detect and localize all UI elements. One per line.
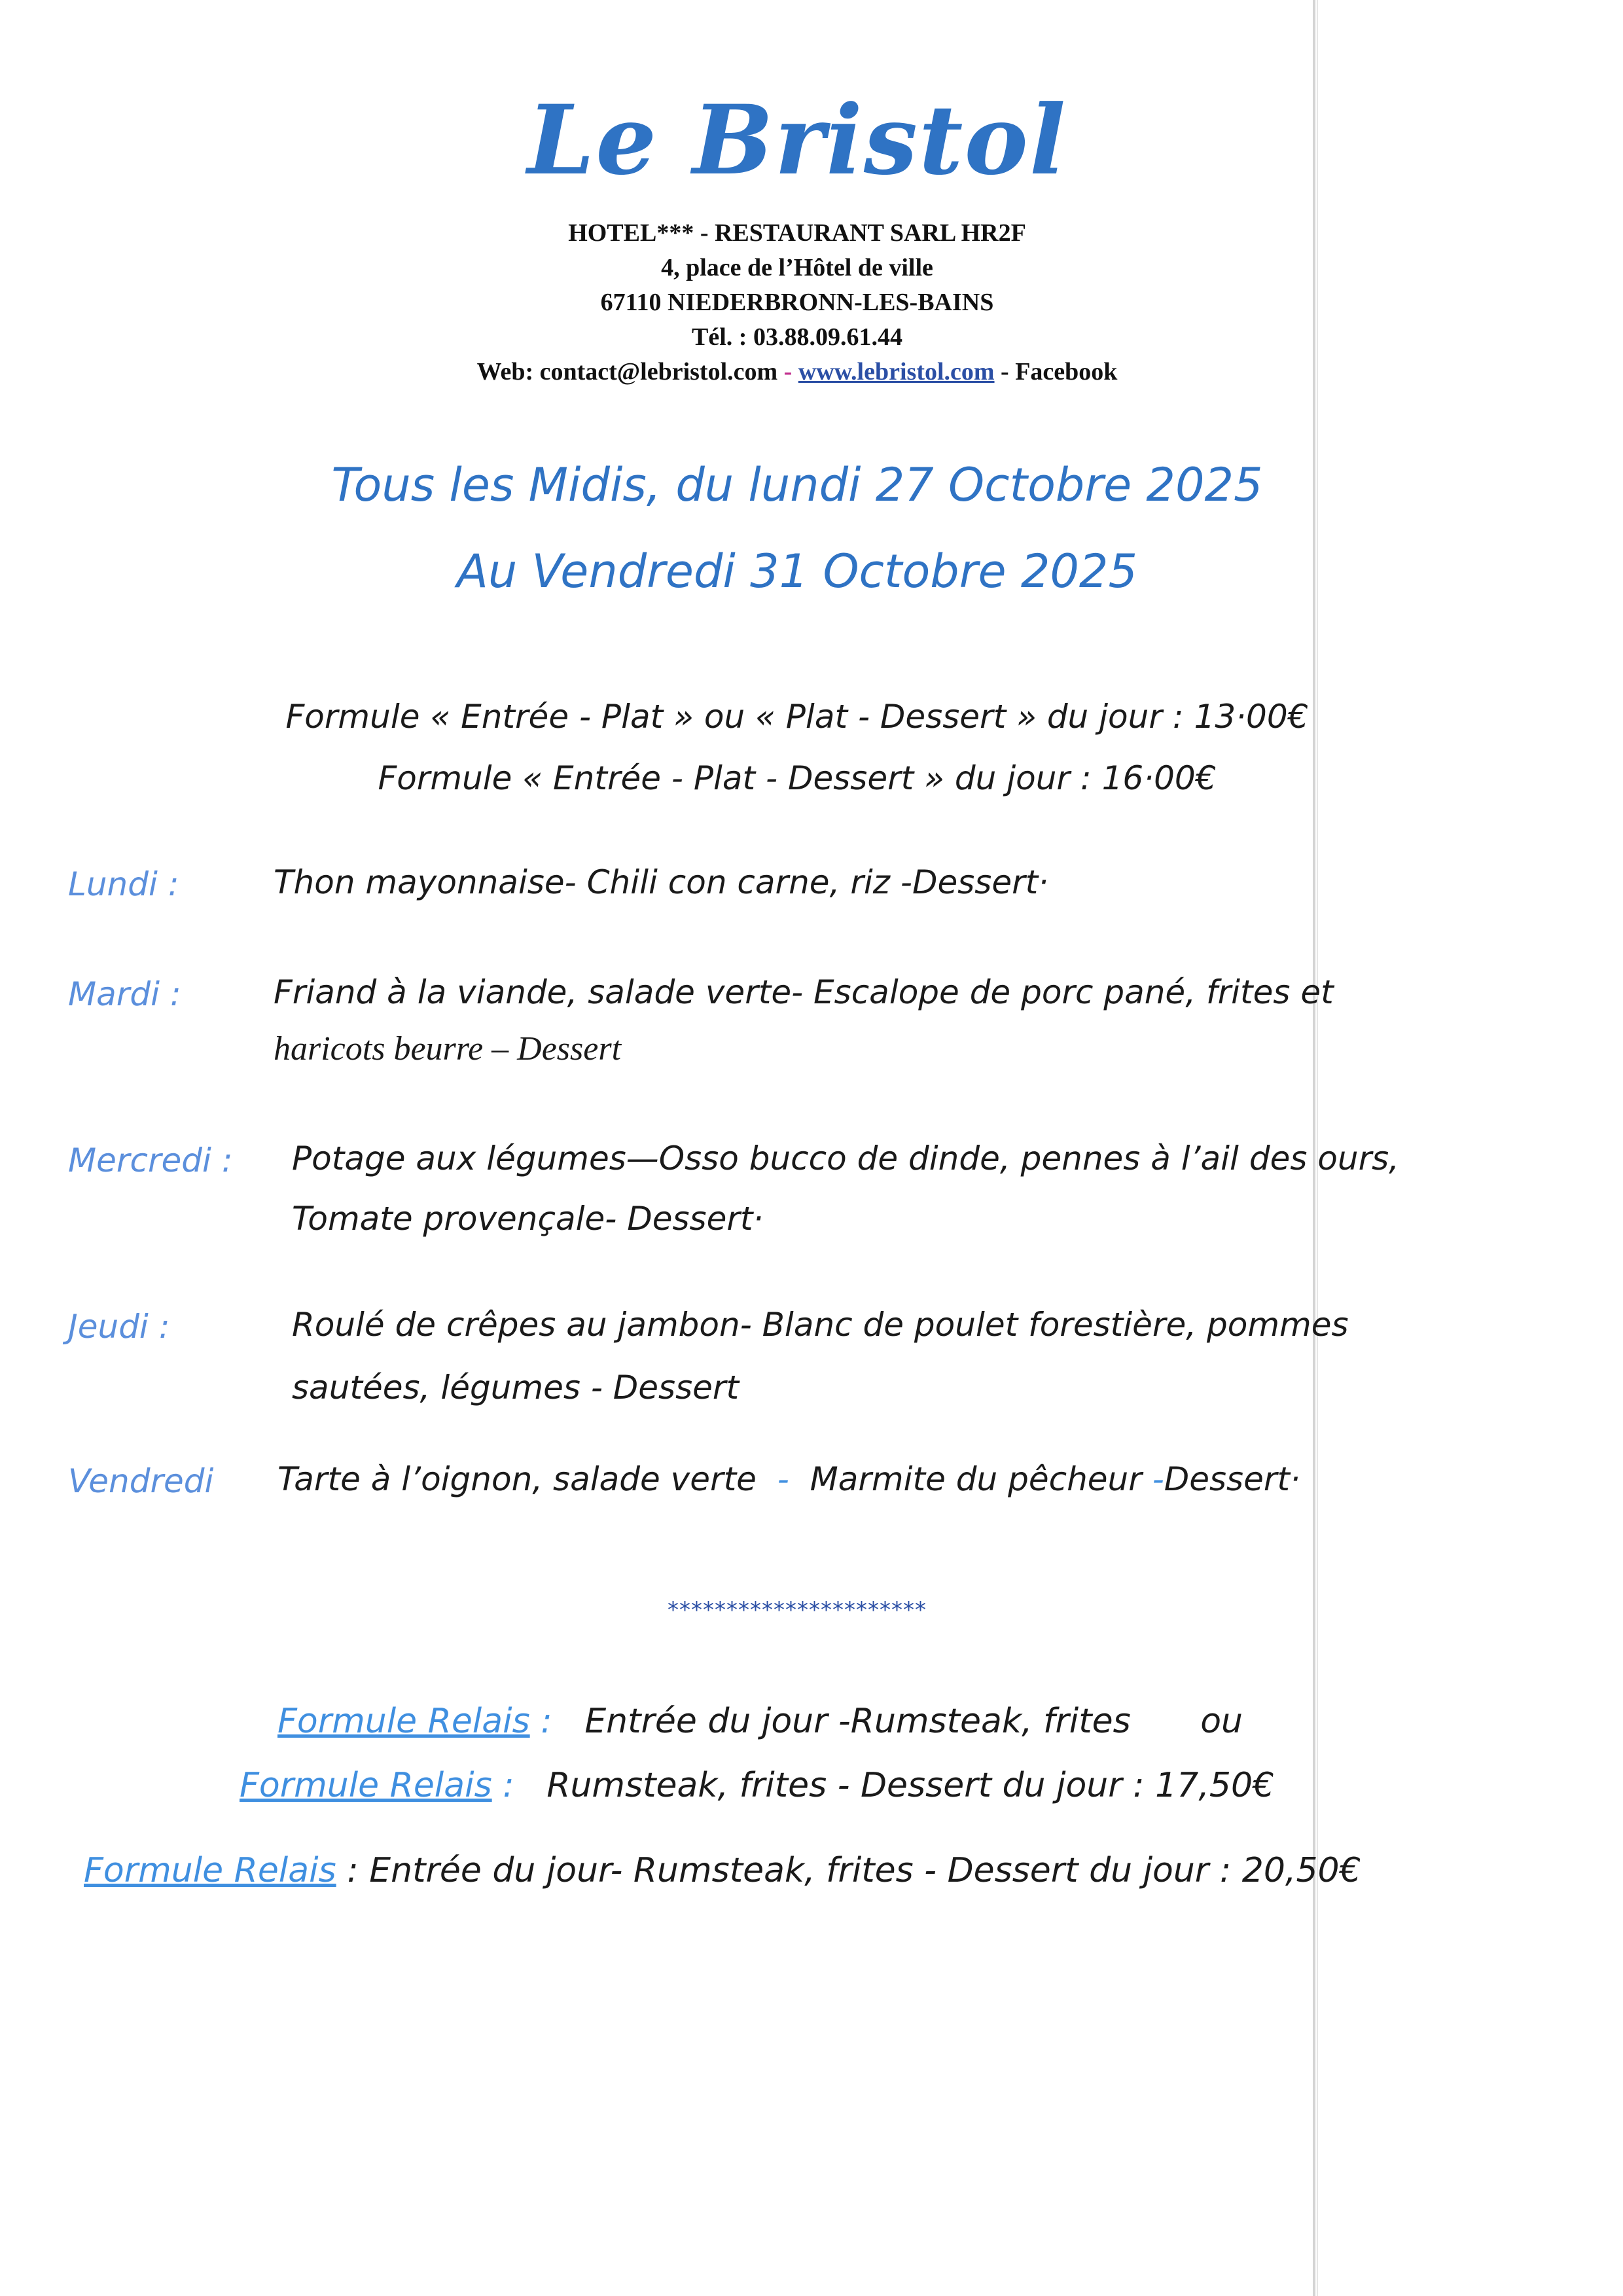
street-address: 4, place de l’Hôtel de ville (661, 254, 933, 281)
day-friday: Vendredi (68, 1462, 214, 1500)
menu-wednesday-line-2: Tomate provençale- Dessert· (292, 1200, 764, 1238)
facebook-label: - Facebook (1001, 358, 1118, 386)
menu-thursday-line-2: sautées, légumes - Dessert (292, 1369, 740, 1407)
relais-label-2: Formule Relais (240, 1766, 492, 1805)
company-line: HOTEL*** - RESTAURANT SARL HR2F (568, 219, 1026, 247)
menu-friday-sep-2: - (1152, 1460, 1164, 1498)
menu-tuesday-line-1: Friand à la viande, salade verte- Escalope de porc pané, frites et (274, 973, 1334, 1011)
formule-price-2: Formule « Entrée - Plat - Dessert » du jour : 16·00€ (378, 759, 1217, 797)
relais-label-3: Formule Relais (84, 1851, 336, 1890)
relais-line-2 (240, 1766, 1274, 1805)
relais-line-3 (84, 1851, 1361, 1890)
menu-friday-dessert: Dessert· (1164, 1460, 1300, 1498)
menu-friday-main: Marmite du pêcheur (810, 1460, 1142, 1498)
relais-or: ou (1200, 1702, 1243, 1741)
section-separator: ********************** (668, 1597, 927, 1623)
restaurant-logo: Le Bristol (527, 84, 1067, 196)
period-line-2: Au Vendredi 31 Octobre 2025 (457, 545, 1137, 598)
menu-monday-line: Thon mayonnaise- Chili con carne, riz -Dessert· (274, 863, 1049, 901)
letterhead (0, 85, 1594, 389)
menu-wednesday-line-1: Potage aux légumes—Osso bucco de dinde, pennes à l’ail des ours, (292, 1139, 1400, 1177)
day-monday: Lundi : (68, 865, 179, 903)
phone-number: Tél. : 03.88.09.61.44 (692, 323, 902, 351)
relais-text-2: Rumsteak, frites - Dessert du jour : 17,50€ (546, 1766, 1275, 1805)
website-link[interactable]: www.lebristol.com (798, 358, 995, 386)
city-address: 67110 NIEDERBRONN-LES-BAINS (600, 289, 994, 316)
web-line (0, 355, 1594, 389)
relais-line-1 (277, 1702, 1243, 1741)
menu-friday-line (277, 1449, 1300, 1509)
menu-tuesday-line-2-text: haricots beurre – Dessert (274, 1030, 622, 1067)
relais-text-3: : Entrée du jour- Rumsteak, frites - Dessert du jour : 20,50€ (336, 1851, 1361, 1890)
web-separator: - (783, 358, 793, 386)
day-thursday: Jeudi : (68, 1308, 170, 1346)
menu-friday-starter: Tarte à l’oignon, salade verte (277, 1460, 757, 1498)
contact-email: Web: contact@lebristol.com (476, 358, 778, 386)
day-tuesday: Mardi : (68, 975, 181, 1013)
relais-label-1: Formule Relais (277, 1702, 530, 1741)
day-wednesday: Mercredi : (68, 1141, 233, 1179)
relais-colon-1: : (529, 1702, 552, 1741)
relais-text-1: Entrée du jour -Rumsteak, frites (584, 1702, 1131, 1741)
menu-tuesday-line-2 (274, 1018, 621, 1079)
menu-friday-sep-1: - (777, 1460, 789, 1498)
formule-price-1: Formule « Entrée - Plat » ou « Plat - Dessert » du jour : 13·00€ (285, 698, 1309, 736)
relais-colon-2: : (491, 1766, 514, 1805)
period-line-1: Tous les Midis, du lundi 27 Octobre 2025 (331, 458, 1263, 512)
menu-thursday-line-1: Roulé de crêpes au jambon- Blanc de poulet forestière, pommes (292, 1306, 1349, 1344)
